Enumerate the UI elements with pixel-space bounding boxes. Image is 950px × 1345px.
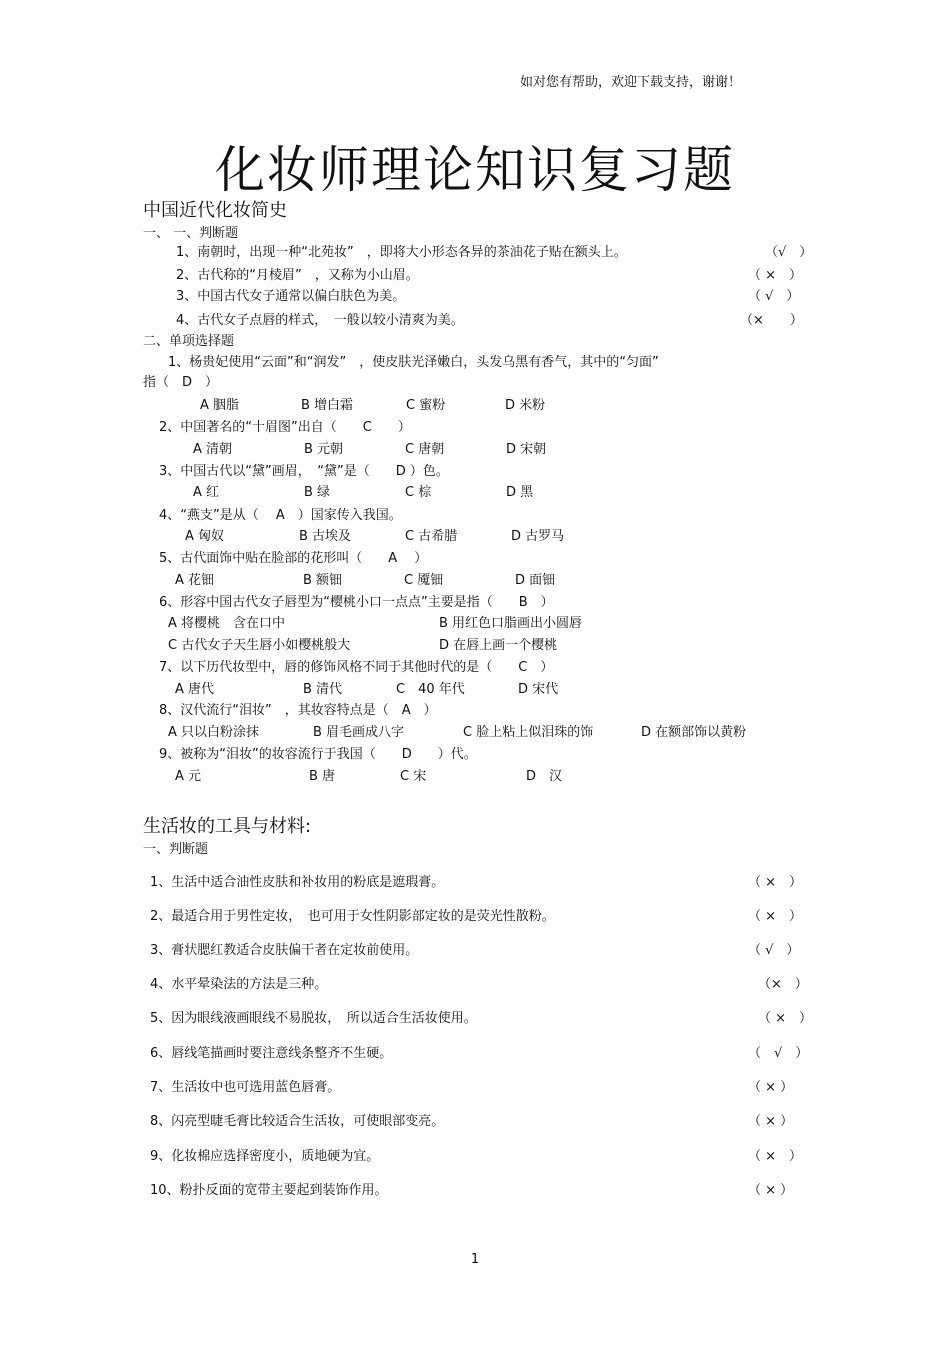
choice-option: C 古代女子天生唇小如樱桃般大 bbox=[168, 638, 351, 653]
choice-question: 8、汉代流行“泪妆” ，其妆容特点是（ A ） bbox=[159, 703, 437, 718]
choice-option: B 唐 bbox=[309, 769, 336, 784]
choice-question: 5、古代面饰中贴在脸部的花形叫（ A ） bbox=[159, 551, 428, 566]
choice-option: C 魇钿 bbox=[404, 573, 444, 588]
choice-option: C 40 年代 bbox=[396, 682, 465, 697]
judgment-question: 6、唇线笔描画时要注意线条整齐不生硬。 bbox=[150, 1046, 393, 1061]
choice-question: 6、形容中国古代女子唇型为“樱桃小口一点点”主要是指（ B ） bbox=[159, 595, 554, 610]
choice-question: 3、中国古代以“黛”画眉， “黛”是（ D ）色。 bbox=[159, 464, 449, 479]
judgment-heading: 一、 一、判断题 bbox=[143, 226, 239, 241]
judgment-question: 2、古代称的“月棱眉” ，又称为小山眉。 bbox=[176, 268, 419, 283]
choice-question: 7、以下历代妆型中，唇的修饰风格不同于其他时代的是（ C ） bbox=[159, 660, 554, 675]
judgment-question: 8、闪亮型睫毛膏比较适合生活妆，可使眼部变亮。 bbox=[150, 1114, 445, 1129]
judgment-answer: （ × ） bbox=[748, 875, 803, 890]
choice-option: A 胭脂 bbox=[200, 398, 240, 413]
choice-option: B 绿 bbox=[304, 485, 331, 500]
judgment-question: 9、化妆棉应选择密度小，质地硬为宜。 bbox=[150, 1149, 380, 1164]
choice-option: A 红 bbox=[193, 485, 220, 500]
section-title-tools: 生活妆的工具与材料: bbox=[143, 816, 312, 837]
choice-option: B 古埃及 bbox=[299, 529, 352, 544]
judgment-question: 3、中国古代女子通常以偏白肤色为美。 bbox=[176, 289, 406, 304]
header-note: 如对您有帮助，欢迎下载支持，谢谢！ bbox=[520, 75, 742, 90]
choice-option: D 黑 bbox=[506, 485, 534, 500]
judgment-answer: （ √ ） bbox=[748, 289, 800, 304]
choice-option: D 汉 bbox=[526, 769, 563, 784]
choice-option: B 增白霜 bbox=[301, 398, 354, 413]
judgment-question: 4、水平晕染法的方法是三种。 bbox=[150, 977, 328, 992]
judgment-answer: （× ） bbox=[740, 313, 803, 328]
judgment-answer: （ √ ） bbox=[748, 943, 800, 958]
judgment-answer: （ × ） bbox=[758, 1011, 813, 1026]
judgment-question: 10、粉扑反面的宽带主要起到装饰作用。 bbox=[150, 1183, 388, 1198]
choice-option: A 只以白粉涂抹 bbox=[168, 725, 260, 740]
choice-heading: 二、单项选择题 bbox=[143, 334, 235, 349]
choice-option: D 在唇上画一个樱桃 bbox=[439, 638, 558, 653]
choice-option: B 元朝 bbox=[304, 442, 344, 457]
choice-option: A 花钿 bbox=[175, 573, 215, 588]
judgment-question: 2、最适合用于男性定妆， 也可用于女性阴影部定妆的是荧光性散粉。 bbox=[150, 909, 555, 924]
choice-question: 9、被称为“泪妆”的妆容流行于我国（ D ）代。 bbox=[159, 747, 477, 762]
judgment-question: 7、生活妆中也可选用蓝色唇膏。 bbox=[150, 1080, 341, 1095]
choice-option: B 用红色口脂画出小圆唇 bbox=[439, 616, 583, 631]
choice-option: D 宋朝 bbox=[506, 442, 547, 457]
choice-option: A 唐代 bbox=[175, 682, 215, 697]
choice-option: D 古罗马 bbox=[511, 529, 565, 544]
judgment-question: 4、古代女子点唇的样式， 一般以较小清爽为美。 bbox=[176, 313, 464, 328]
choice-option: C 棕 bbox=[405, 485, 432, 500]
judgment-answer: （ × ） bbox=[748, 909, 803, 924]
choice-option: C 蜜粉 bbox=[406, 398, 446, 413]
page-number: 1 bbox=[470, 1252, 480, 1267]
choice-question-cont: 指（ D ） bbox=[143, 375, 219, 390]
judgment-answer: （ × ） bbox=[748, 1080, 794, 1095]
judgment-answer: （ × ） bbox=[748, 1149, 803, 1164]
choice-option: C 古希腊 bbox=[405, 529, 458, 544]
judgment-answer: （ × ） bbox=[748, 1114, 794, 1129]
choice-option: C 脸上粘上似泪珠的饰 bbox=[463, 725, 594, 740]
judgment-answer: （ × ） bbox=[748, 1183, 794, 1198]
judgment-question: 5、因为眼线液画眼线不易脱妆， 所以适合生活妆使用。 bbox=[150, 1011, 477, 1026]
page-title: 化妆师理论知识复习题 bbox=[215, 141, 735, 199]
judgment-answer: （ × ） bbox=[748, 268, 803, 283]
choice-option: D 面钿 bbox=[515, 573, 556, 588]
choice-option: D 宋代 bbox=[518, 682, 559, 697]
choice-option: B 清代 bbox=[303, 682, 343, 697]
judgment-heading: 一、判断题 bbox=[143, 842, 209, 857]
choice-option: A 元 bbox=[175, 769, 202, 784]
section-title-history: 中国近代化妆简史 bbox=[143, 200, 287, 221]
choice-option: C 宋 bbox=[400, 769, 427, 784]
judgment-question: 3、膏状腮红教适合皮肤偏干者在定妆前使用。 bbox=[150, 943, 419, 958]
choice-option: C 唐朝 bbox=[405, 442, 445, 457]
judgment-answer: （√ ） bbox=[765, 245, 813, 260]
choice-question: 1、杨贵妃使用“云面”和“润发” ，使皮肤光泽嫩白，头发乌黑有香气，其中的“匀面” bbox=[168, 355, 659, 370]
judgment-question: 1、生活中适合油性皮肤和补妆用的粉底是遮瑕膏。 bbox=[150, 875, 445, 890]
judgment-answer: （ √ ） bbox=[748, 1046, 809, 1061]
choice-question: 4、“燕支”是从（ A ）国家传入我国。 bbox=[159, 508, 402, 523]
judgment-answer: （× ） bbox=[758, 977, 808, 992]
choice-question: 2、中国著名的“十眉图”出自（ C ） bbox=[159, 420, 411, 435]
choice-option: A 匈奴 bbox=[185, 529, 225, 544]
choice-option: B 眉毛画成八字 bbox=[313, 725, 405, 740]
choice-option: D 米粉 bbox=[505, 398, 546, 413]
choice-option: D 在额部饰以黄粉 bbox=[641, 725, 747, 740]
choice-option: A 清朝 bbox=[193, 442, 233, 457]
choice-option: B 额钿 bbox=[303, 573, 343, 588]
judgment-question: 1、南朝时，出现一种“北苑妆” ，即将大小形态各异的茶油花子贴在额头上。 bbox=[176, 245, 627, 260]
choice-option: A 将樱桃 含在口中 bbox=[168, 616, 286, 631]
